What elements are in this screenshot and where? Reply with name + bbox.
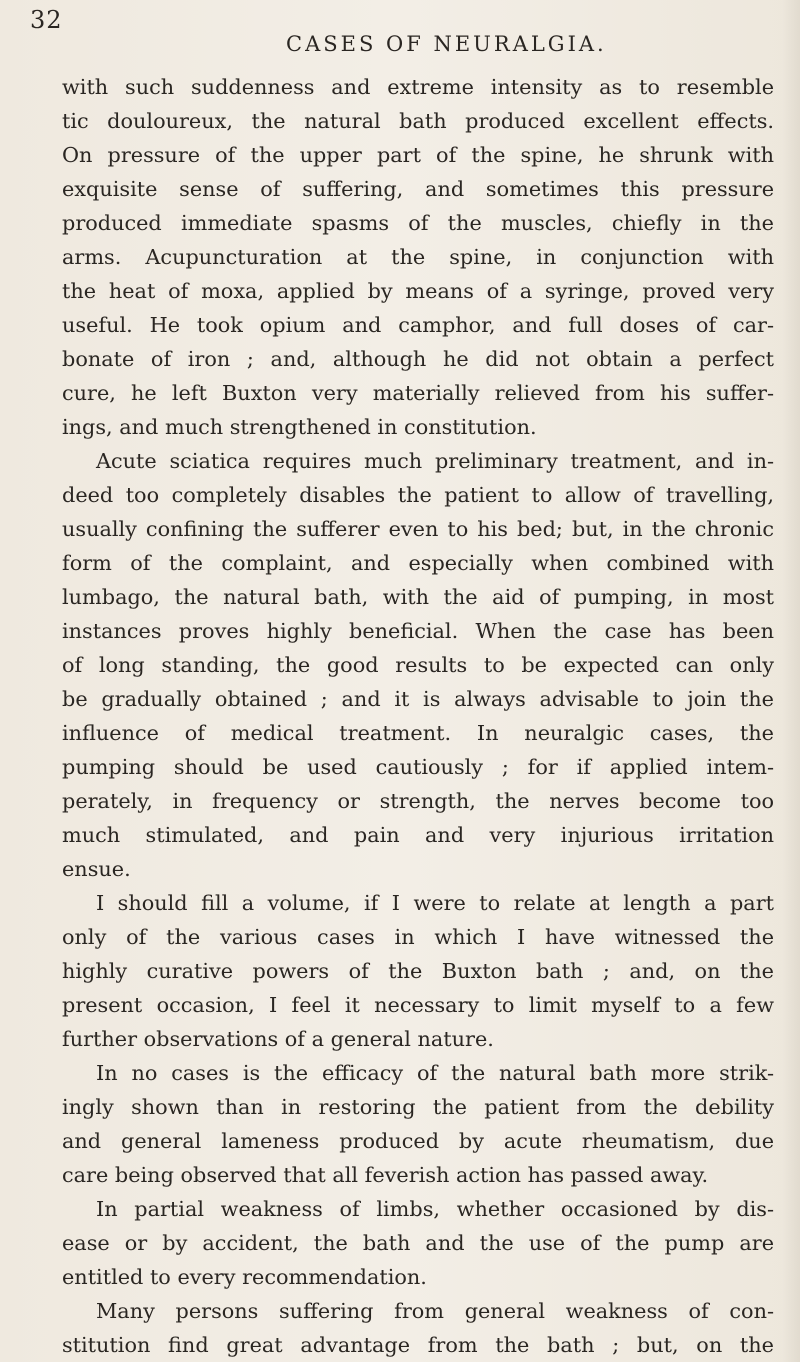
text-line: and general lameness produced by acute rheumatism, due bbox=[62, 1129, 774, 1153]
text-line: with such suddenness and extreme intensity as to resemble bbox=[62, 75, 774, 99]
paragraph-end-line: entitled to every recommendation. bbox=[62, 1265, 427, 1289]
paragraph-end-line: further observations of a general nature. bbox=[62, 1027, 494, 1051]
text-line: of long standing, the good results to be expected can only bbox=[62, 653, 774, 677]
text-line: produced immediate spasms of the muscles, chiefly in the bbox=[62, 211, 774, 235]
running-head: CASES OF NEURALGIA. bbox=[286, 32, 607, 56]
text-line: arms. Acupuncturation at the spine, in conjunction with bbox=[62, 245, 774, 269]
text-line: perately, in frequency or strength, the nerves become too bbox=[62, 789, 774, 813]
page-edge-shadow bbox=[782, 0, 800, 1362]
text-line: highly curative powers of the Buxton bath ; and, on the bbox=[62, 959, 774, 983]
text-line: lumbago, the natural bath, with the aid of pumping, in most bbox=[62, 585, 774, 609]
text-line: pumping should be used cautiously ; for if applied intem- bbox=[62, 755, 774, 779]
text-line: On pressure of the upper part of the spine, he shrunk with bbox=[62, 143, 774, 167]
text-line: ease or by accident, the bath and the use of the pump are bbox=[62, 1231, 774, 1255]
text-line: only of the various cases in which I have witnessed the bbox=[62, 925, 774, 949]
paragraph-end-line: ings, and much strengthened in constitution. bbox=[62, 415, 537, 439]
paragraph-start-line: I should fill a volume, if I were to relate at length a part bbox=[96, 891, 774, 915]
text-line: much stimulated, and pain and very injurious irritation bbox=[62, 823, 774, 847]
paragraph-start-line: Acute sciatica requires much preliminary treatment, and in- bbox=[96, 449, 774, 473]
text-line: exquisite sense of suffering, and sometimes this pressure bbox=[62, 177, 774, 201]
paragraph-start-line: In no cases is the efficacy of the natural bath more strik- bbox=[96, 1061, 774, 1085]
text-line: useful. He took opium and camphor, and full doses of car- bbox=[62, 313, 774, 337]
text-line: instances proves highly beneficial. When the case has been bbox=[62, 619, 774, 643]
text-line: form of the complaint, and especially when combined with bbox=[62, 551, 774, 575]
paragraph-start-line: Many persons suffering from general weakness of con- bbox=[96, 1299, 774, 1323]
paragraph-end-line: care being observed that all feverish action has passed away. bbox=[62, 1163, 709, 1187]
text-line: be gradually obtained ; and it is always advisable to join the bbox=[62, 687, 774, 711]
text-line: cure, he left Buxton very materially relieved from his suffer- bbox=[62, 381, 774, 405]
paragraph-end-line: ensue. bbox=[62, 857, 131, 881]
text-line: present occasion, I feel it necessary to limit myself to a few bbox=[62, 993, 774, 1017]
body-text bbox=[62, 70, 774, 1362]
text-line: stitution find great advantage from the bath ; but, on the bbox=[62, 1333, 774, 1357]
text-line: tic douloureux, the natural bath produced excellent effects. bbox=[62, 109, 774, 133]
paragraph-start-line: In partial weakness of limbs, whether occasioned by dis- bbox=[96, 1197, 774, 1221]
text-line: usually confining the sufferer even to his bed; but, in the chronic bbox=[62, 517, 774, 541]
text-line: deed too completely disables the patient to allow of travelling, bbox=[62, 483, 774, 507]
text-line: the heat of moxa, applied by means of a syringe, proved very bbox=[62, 279, 774, 303]
text-line: ingly shown than in restoring the patient from the debility bbox=[62, 1095, 774, 1119]
text-line: influence of medical treatment. In neuralgic cases, the bbox=[62, 721, 774, 745]
text-line: bonate of iron ; and, although he did not obtain a perfect bbox=[62, 347, 774, 371]
page-number: 32 bbox=[30, 6, 63, 34]
